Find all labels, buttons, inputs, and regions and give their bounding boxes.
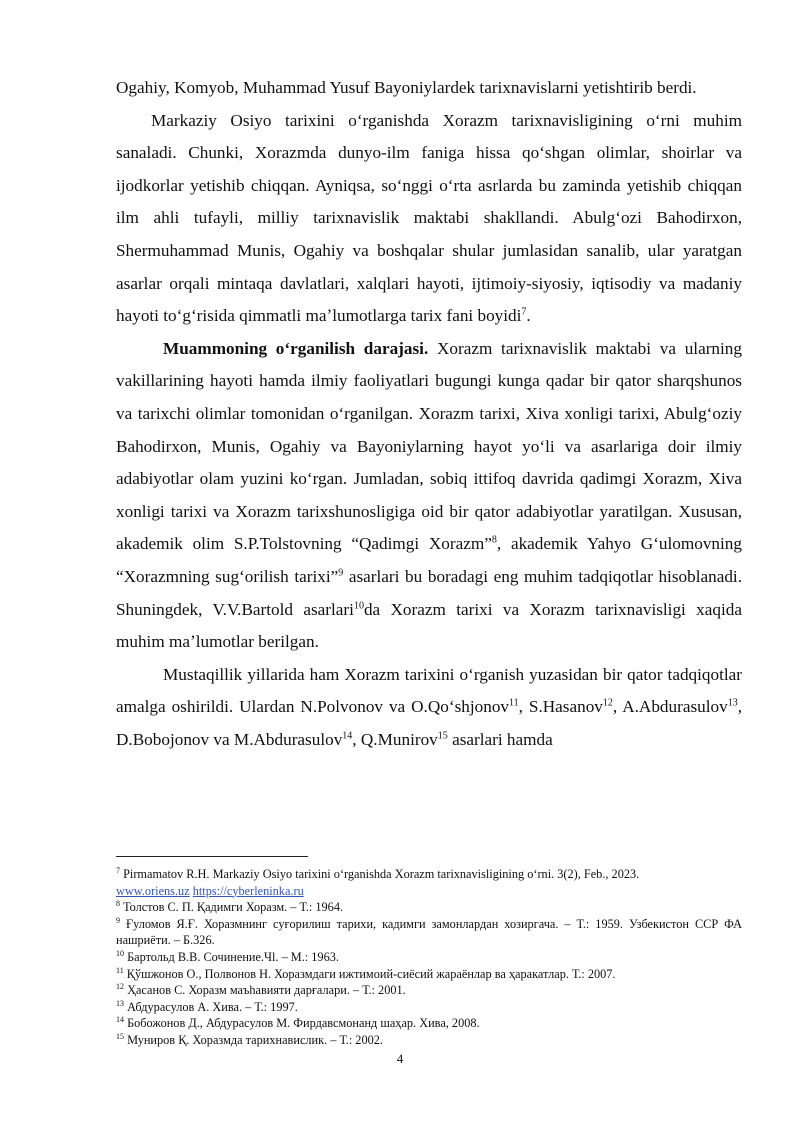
footnote-ref-11[interactable]: 11 <box>509 697 519 709</box>
footnote-text: Бобожонов Д., Абдурасулов М. Фирдавсмонанд шаҳар. Хива, 2008. <box>124 1016 480 1031</box>
body-text <box>116 72 742 756</box>
footnote-ref-12[interactable]: 12 <box>602 697 613 709</box>
paragraph-4-text-b: , S.Hasanov <box>518 697 603 717</box>
paragraph-3-text-b: , akademik Yahyo Gʻulomovning “Xorazmning sugʻorilish tarixi” <box>116 534 742 586</box>
footnote-text: Толстов С. П. Қадимги Хоразм. – Т.: 1964. <box>120 900 344 915</box>
footnote-number: 15 <box>116 1031 124 1041</box>
footnote-9 <box>116 916 742 949</box>
footnote-link-oriens[interactable]: www.oriens.uz <box>116 883 190 898</box>
footnote-text: Абдурасулов А. Хива. – Т.: 1997. <box>124 999 298 1014</box>
footnote-number: 9 <box>116 915 120 925</box>
section-heading: Muammoning oʻrganilish darajasi. <box>163 338 429 358</box>
footnote-number: 7 <box>116 865 120 875</box>
footnote-12 <box>116 982 742 999</box>
paragraph-2-text: Markaziy Osiyo tarixini oʻrganishda Xorazm tarixnavisligining oʻrni muhim sanaladi. Chunki, Xorazmda dunyo-ilm faniga hissa qoʻshgan olimlar, shoirlar va ijodkorlar yetishib chiqqan. Ayniqsa, soʻnggi oʻrta asrlarda bu zaminda yetishib chiqqan ilm ahli tufayli, milliy tarixnavislik maktabi shakllandi. Abulgʻozi Bahodirxon, Shermuhammad Munis, Ogahiy va boshqalar shular jumlasidan sanalib, ular yaratgan asarlar orqali mintaqa davlatlari, xalqlari hayoti, ijtimoiy-siyosiy, iqtisodiy va madaniy hayoti toʻgʻrisida qimmatli maʼlumotlarga tarix fani boyidi <box>116 110 742 326</box>
footnote-15 <box>116 1032 742 1049</box>
footnote-ref-9[interactable]: 9 <box>338 567 344 579</box>
footnote-14 <box>116 1015 742 1032</box>
footnote-ref-13[interactable]: 13 <box>727 697 738 709</box>
footnote-text: Pirmamatov R.H. Markaziy Osiyo tarixini oʻrganishda Xorazm tarixnavisligining oʻrni. 3(2), Feb., 2023. <box>120 867 640 881</box>
footnote-8 <box>116 899 742 916</box>
footnote-ref-14[interactable]: 14 <box>342 730 353 742</box>
footnotes <box>116 866 742 1049</box>
footnote-number: 12 <box>116 982 124 992</box>
footnote-number: 10 <box>116 948 124 958</box>
paragraph-4 <box>116 659 742 757</box>
footnote-ref-10[interactable]: 10 <box>353 599 364 611</box>
footnote-10 <box>116 949 742 966</box>
paragraph-3-text-d: da Xorazm tarixi va Xorazm tarixnavisligi xaqida muhim maʼlumotlar berilgan. <box>116 599 742 652</box>
footnote-ref-7[interactable]: 7 <box>521 306 527 318</box>
footnote-number: 11 <box>116 965 124 975</box>
footnote-7 <box>116 866 742 899</box>
footnote-ref-8[interactable]: 8 <box>491 534 497 546</box>
paragraph-3-text-a: Xorazm tarixnavislik maktabi va ularning vakillarining hayoti hamda ilmiy faoliyatlari bugungi kunga qadar bir qator sharqshunos va tarixchi olimlar tomonidan oʻrganilgan. Xorazm tarixi, Xiva xonligi tarixi, Abulgʻoziy Bahodirxon, Munis, Ogahiy va Bayoniylarning hayot yoʻli va asarlariga doir ilmiy adabiyotlar olam yuzini koʻrgan. Jumladan, sobiq ittifoq davrida qadimgi Xorazm, Xiva xonligi tarixi va Xorazm tarixshunosligiga oid bir qator adabiyotlar yaratilgan. Xususan, akademik olim S.P.Tolstovning “Qadimgi Xorazm” <box>116 338 742 554</box>
paragraph-1-text: Ogahiy, Komyob, Muhammad Yusuf Bayoniylardek tarixnavislarni yetishtirib berdi. <box>116 78 697 97</box>
footnote-number: 8 <box>116 899 120 909</box>
footnote-text: Ғуломов Я.Ғ. Хоразмнинг суғорилиш тарихи, кадимги замонлардан хозиргача. – Т.: 1959. Узбекистон ССР ФА нашриёти. – Б.326. <box>116 916 742 948</box>
paragraph-3-text-c: asarlari bu boradagi eng muhim tadqiqotlar hisoblanadi. Shuningdek, V.V.Bartold asarlari <box>116 566 742 619</box>
footnote-11 <box>116 966 742 983</box>
footnote-link-cyberleninka[interactable]: https://cyberleninka.ru <box>192 883 304 898</box>
paragraph-1 <box>116 72 742 105</box>
paragraph-4-text-a: Mustaqillik yillarida ham Xorazm tarixini oʻrganish yuzasidan bir qator tadqiqotlar amalga oshirildi. Ulardan N.Polvonov va O.Qoʻshjonov <box>116 664 742 717</box>
footnote-number: 14 <box>116 1015 124 1025</box>
footnote-text: Ҳасанов С. Хоразм маъhавияти дарғалари. – Т.: 2001. <box>124 983 406 998</box>
paragraph-4-text-c: , A.Abdurasulov <box>612 697 728 717</box>
footnote-ref-15[interactable]: 15 <box>437 730 448 742</box>
footnote-separator <box>116 856 308 857</box>
footnote-text: Бартольд В.В. Сочинение.Чl. – М.: 1963. <box>124 949 339 964</box>
paragraph-3 <box>116 333 742 659</box>
paragraph-4-text-d: , D.Bobojonov va M.Abdurasulov <box>116 697 742 749</box>
paragraph-2-end: . <box>526 306 531 326</box>
paragraph-4-text-e: , Q.Munirov <box>352 729 438 749</box>
footnote-13 <box>116 999 742 1016</box>
paragraph-2 <box>116 105 742 333</box>
footnote-text: Қўшжонов О., Полвонов Н. Хоразмдаги ижтимоий-сиёсий жараёнлар ва ҳаракатлар. Т.: 2007. <box>123 966 616 981</box>
footnote-number: 13 <box>116 998 124 1008</box>
footnote-text: Муниров Қ. Хоразмда тарихнавислик. – Т.: 2002. <box>124 1032 383 1047</box>
paragraph-4-text-f: asarlari hamda <box>447 729 553 749</box>
page-number: 4 <box>396 1051 404 1066</box>
